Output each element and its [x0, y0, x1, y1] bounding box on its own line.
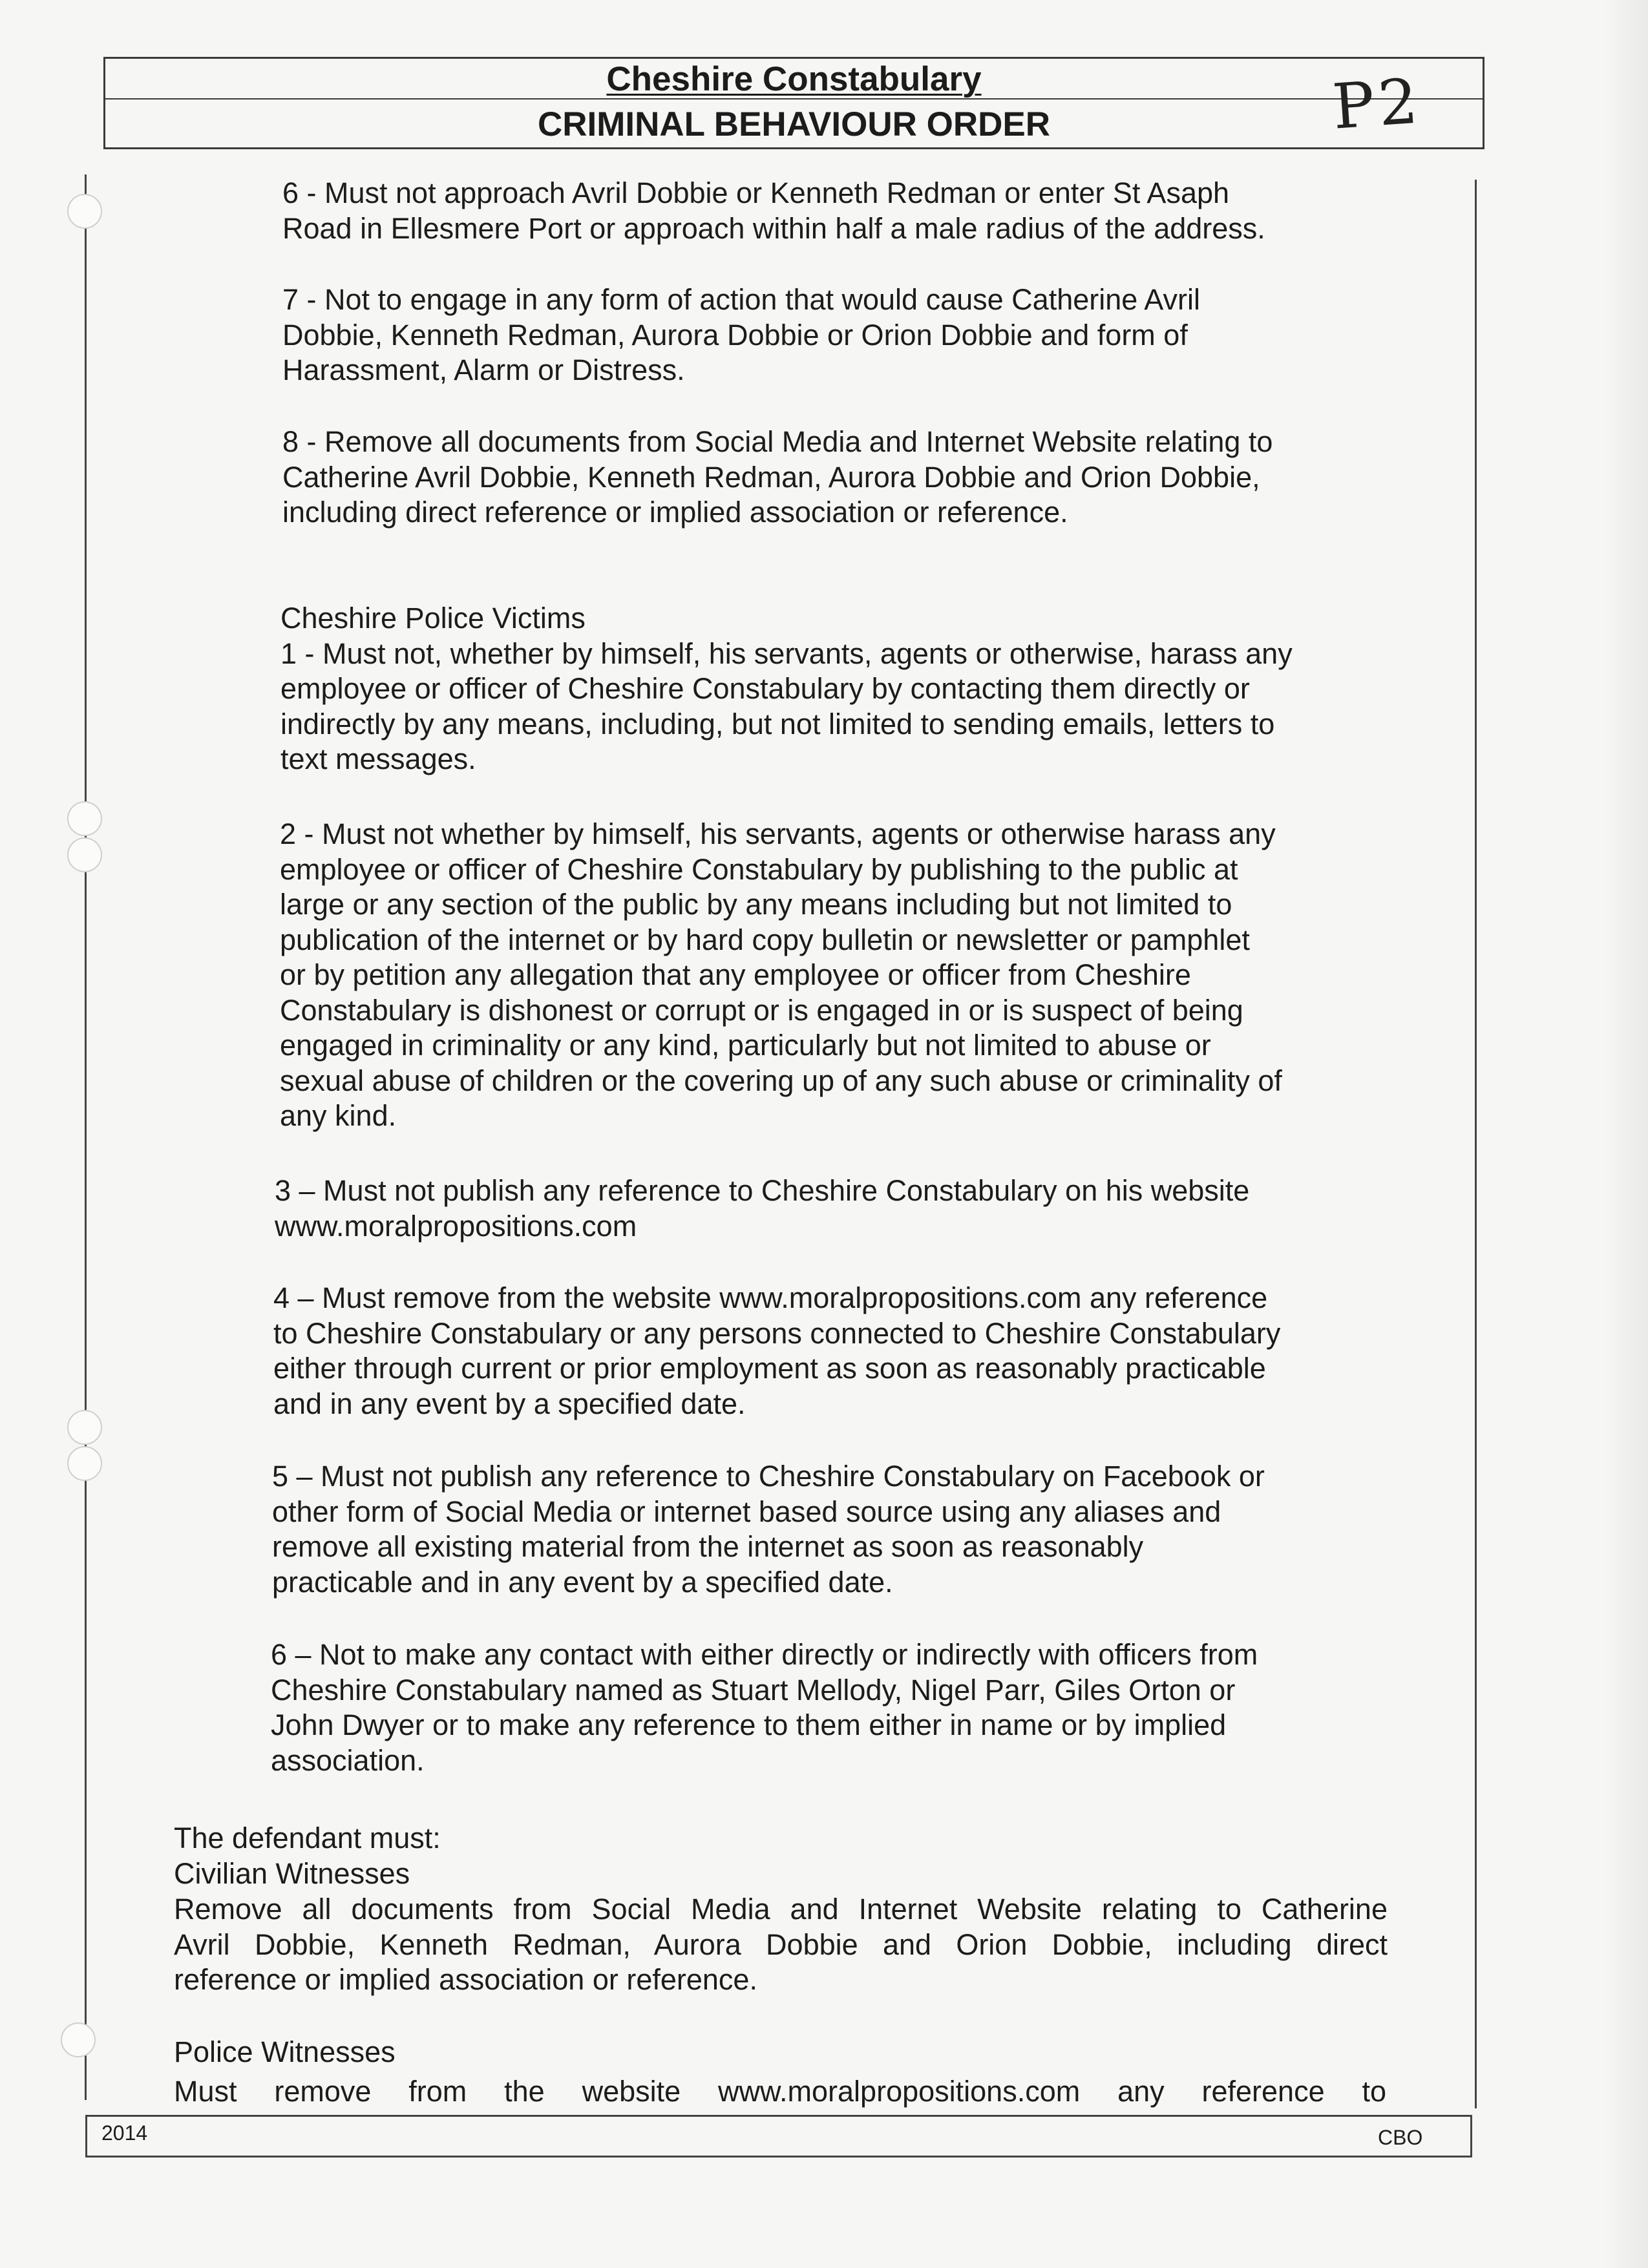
page-edge-shadow: [1603, 0, 1648, 2268]
handwritten-page-number: P2: [1330, 65, 1424, 143]
left-margin-line: [85, 174, 87, 2100]
text-line: engaged in criminality or any kind, particularly but not limited to abuse or: [280, 1029, 1211, 1062]
text-line: 5 – Must not publish any reference to Cheshire Constabulary on Facebook or: [272, 1460, 1265, 1493]
text-line: 2 - Must not whether by himself, his servants, agents or otherwise harass any: [280, 817, 1276, 850]
text-line: Harassment, Alarm or Distress.: [282, 353, 685, 386]
condition-police-3: [275, 1173, 1249, 1244]
section-heading: Police Witnesses: [174, 2035, 396, 2068]
condition-police-4: [273, 1281, 1280, 1422]
text-line: either through current or prior employment as soon as reasonably practicable: [273, 1352, 1266, 1385]
text-line: other form of Social Media or internet based source using any aliases and: [272, 1495, 1221, 1528]
punch-hole: [67, 1410, 102, 1445]
police-victims-section: [280, 601, 1293, 777]
section-intro: The defendant must:: [174, 1822, 441, 1854]
text-line: employee or officer of Cheshire Constabulary by contacting them directly or: [280, 672, 1250, 705]
text-line: 4 – Must remove from the website www.moralpropositions.com any reference: [273, 1281, 1268, 1314]
punch-hole: [67, 194, 102, 229]
footer-form-code: CBO: [1378, 2126, 1423, 2149]
text-line: 3 – Must not publish any reference to Cheshire Constabulary on his website: [275, 1174, 1250, 1207]
right-margin-line: [1475, 180, 1477, 2108]
section-heading: Cheshire Police Victims: [280, 602, 586, 635]
punch-hole: [67, 837, 102, 872]
section-heading: Civilian Witnesses: [174, 1856, 410, 1890]
text-line: 6 – Not to make any contact with either directly or indirectly with officers from: [271, 1638, 1258, 1671]
text-line: indirectly by any means, including, but not limited to sending emails, letters to: [280, 707, 1275, 740]
text-line: Dobbie, Kenneth Redman, Aurora Dobbie or Orion Dobbie and form of: [282, 318, 1188, 352]
footer-box: [85, 2115, 1472, 2158]
condition-civilian-7: [282, 282, 1200, 388]
text-line: Road in Ellesmere Port or approach within half a male radius of the address.: [282, 211, 1265, 245]
text-line: Cheshire Constabulary named as Stuart Mellody, Nigel Parr, Giles Orton or: [271, 1673, 1236, 1706]
text-line: 8 - Remove all documents from Social Media and Internet Website relating to: [282, 425, 1273, 458]
civilian-witness-text: [174, 1892, 1388, 1962]
text-line: any kind.: [280, 1099, 397, 1132]
police-witness-text: [174, 2074, 1386, 2110]
text-line: large or any section of the public by any means including but not limited to: [280, 888, 1232, 921]
text-line: Must remove from the website www.moralpropositions.com any reference to: [174, 2075, 1386, 2108]
text-line: to Cheshire Constabulary or any persons connected to Cheshire Constabulary: [273, 1316, 1281, 1350]
text-line: practicable and in any event by a specified date.: [272, 1565, 893, 1599]
text-line: sexual abuse of children or the covering up of any such abuse or criminality of: [280, 1064, 1282, 1097]
text-line: 6 - Must not approach Avril Dobbie or Kenneth Redman or enter St Asaph: [282, 176, 1230, 209]
text-line: Avril Dobbie, Kenneth Redman, Aurora Dobbie and Orion Dobbie, including direct: [174, 1927, 1388, 1961]
document-subtitle: CRIMINAL BEHAVIOUR ORDER: [537, 105, 1051, 143]
text-line: or by petition any allegation that any employee or officer from Cheshire: [280, 958, 1191, 991]
text-line: including direct reference or implied association or reference.: [282, 496, 1068, 529]
condition-civilian-8: [282, 425, 1273, 530]
police-witness-heading: [174, 2035, 396, 2070]
condition-police-6: [271, 1637, 1258, 1778]
punch-hole: [67, 1446, 102, 1481]
text-line: remove all existing material from the internet as soon as reasonably: [272, 1530, 1144, 1563]
condition-police-2: [280, 817, 1282, 1134]
text-line: Catherine Avril Dobbie, Kenneth Redman, Aurora Dobbie and Orion Dobbie,: [282, 460, 1260, 494]
text-line: Constabulary is dishonest or corrupt or is engaged in or is suspect of being: [280, 993, 1243, 1027]
civilian-witness-text-end: [174, 1962, 757, 1998]
document-title: Cheshire Constabulary: [606, 60, 982, 98]
text-line: Remove all documents from Social Media and Internet Website relating to Catherine: [174, 1893, 1388, 1926]
text-line: text messages.: [280, 742, 476, 775]
defendant-section: [174, 1821, 441, 1891]
text-line: John Dwyer or to make any reference to them either in name or by implied: [271, 1708, 1227, 1741]
footer-year: 2014: [101, 2121, 148, 2145]
condition-police-5: [272, 1459, 1265, 1600]
punch-hole: [67, 801, 102, 836]
condition-civilian-6: [282, 176, 1265, 246]
text-line: publication of the internet or by hard copy bulletin or newsletter or pamphlet: [280, 923, 1250, 956]
text-line: 1 - Must not, whether by himself, his servants, agents or otherwise, harass any: [280, 636, 1293, 670]
text-line: 7 - Not to engage in any form of action that would cause Catherine Avril: [282, 283, 1200, 316]
text-line: reference or implied association or reference.: [174, 1963, 757, 1996]
text-line: and in any event by a specified date.: [273, 1387, 746, 1420]
text-line: association.: [271, 1743, 425, 1777]
text-line: employee or officer of Cheshire Constabulary by publishing to the public at: [280, 852, 1238, 886]
text-line: www.moralpropositions.com: [275, 1209, 637, 1243]
punch-hole: [61, 2022, 96, 2057]
